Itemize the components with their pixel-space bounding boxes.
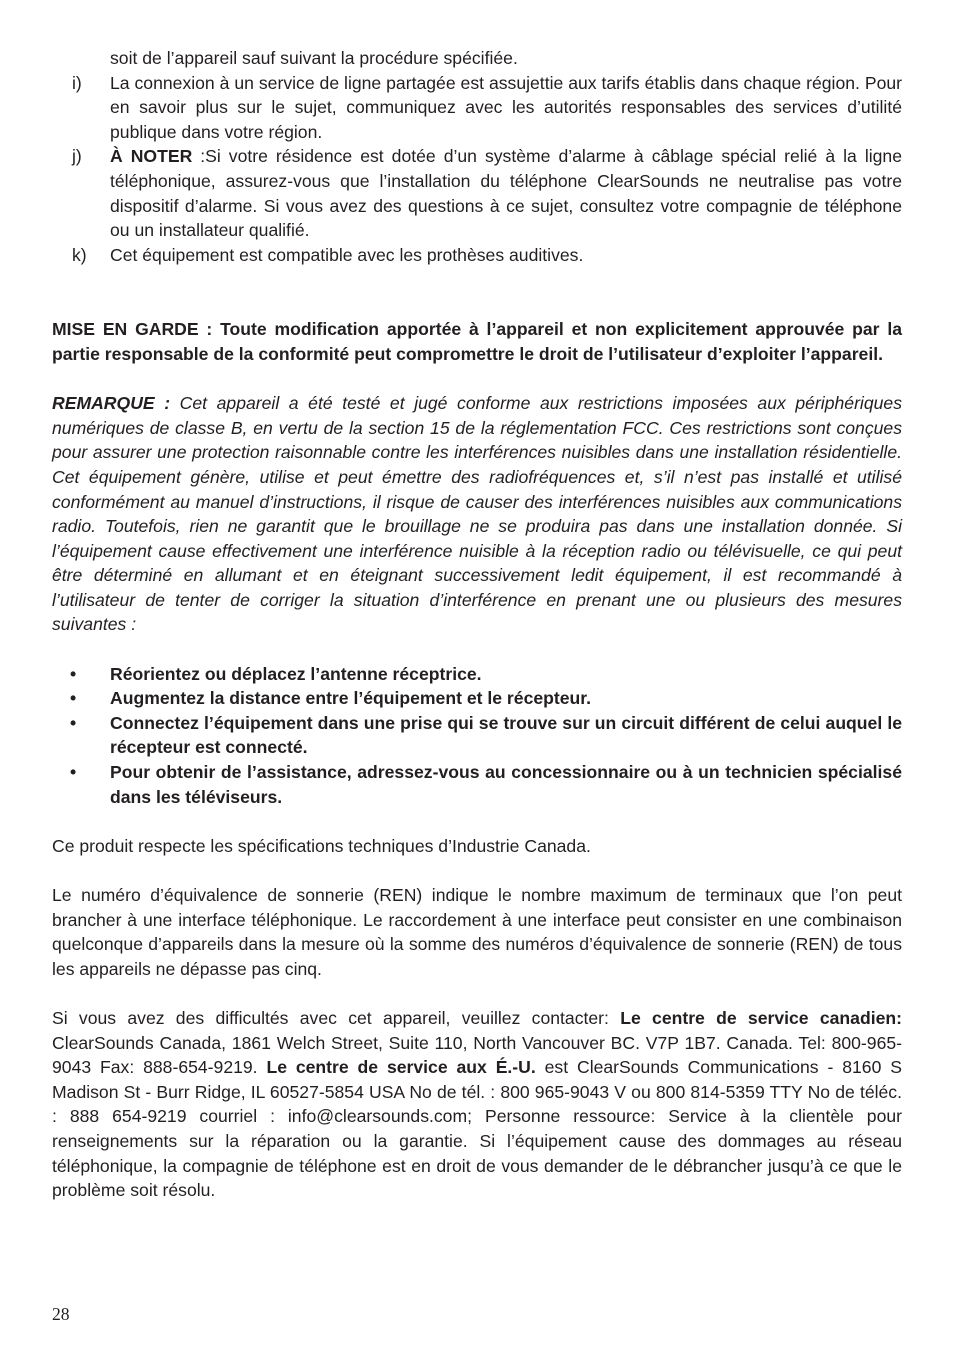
ren-paragraph: Le numéro d’équivalence de sonnerie (REN) indique le nombre maximum de terminaux que l’on peut brancher à une interface téléphonique. Le raccordement à une interface peut consister en une combinaison quelconque d’appareils dans la mesure où la somme des numéros d’équivalence de sonnerie (REN) de tous les appareils ne dépasse pas cinq. [52,885,902,979]
bullet-item: • Réorientez ou déplacez l’antenne réceptrice. [52,662,902,687]
canada-service-label: Le centre de service canadien: [620,1007,902,1028]
list-marker: k) [72,244,87,265]
us-service-label: Le centre de service aux É.-U. [266,1057,536,1078]
remark-paragraph: REMARQUE : Cet appareil a été testé et jugé conforme aux restrictions imposées aux périphériques numériques de classe B, en vertu de la section 15 de la réglementation FCC. Ces restrictions sont conçues pour assurer une protection raisonnable contre les interférences nuisibles dans une installation résidentielle. Cet équipement génère, utilise et peut émettre des radiofréquences et, s’il n’est pas installé et utilisé conformément au manuel d’instructions, il risque de causer des interférences nuisibles aux communications radio. Toutefois, rien ne garantit que le brouillage ne se produira pas dans une installation donnée. Si l’équipement cause effectivement une interférence nuisible à la réception radio ou télévisuelle, ce qui peut être déterminé en allumant et en éteignant successivement ledit équipement, il est recommandé à l’utilisateur de tenter de corriger la situation d’interférence en prenant une ou plusieurs des mesures suivantes : [52,393,902,635]
document-page [52,46,902,1203]
bullet-item: • Pour obtenir de l’assistance, adressez-vous au concessionnaire ou à un technicien spécialisé dans les téléviseurs. [52,760,902,809]
list-item-j [52,144,902,242]
bullet-icon: • [70,762,77,783]
bullet-list [52,662,902,810]
bullet-item: • Augmentez la distance entre l’équipement et le récepteur. [52,686,902,711]
industry-canada-paragraph: Ce produit respecte les spécifications techniques d’Industrie Canada. [52,835,591,856]
caution-paragraph: MISE EN GARDE : Toute modification apportée à l’appareil et non explicitement approuvée par la partie responsable de la conformité peut compromettre le droit de l’utilisateur d’exploiter l’appareil. [52,319,902,364]
list-marker: j) [72,146,82,167]
list-marker: i) [72,72,82,93]
bullet-item: • Connectez l’équipement dans une prise qui se trouve sur un circuit différent de celui auquel le récepteur est connecté. [52,711,902,760]
bullet-icon: • [70,712,77,733]
list-continuation: soit de l’appareil sauf suivant la procédure spécifiée. [110,48,518,68]
remark-lead: REMARQUE : [52,393,171,414]
list-item-k [52,243,902,268]
list-item-i [52,71,902,145]
bullet-icon: • [70,688,77,709]
page-number: 28 [52,1304,70,1324]
bullet-icon: • [70,663,77,684]
list-item-text: Cet équipement est compatible avec les prothèses auditives. [110,244,584,265]
contact-paragraph: Si vous avez des difficultés avec cet appareil, veuillez contacter: Le centre de service canadien: ClearSounds Canada, 1861 Welch Street, Suite 110, North Vancouver BC. V7P 1B7. Canada. Tel: 800-965-9043 Fax: 888-654-9219. Le centre de service aux É.-U. est ClearSounds Communications - 8160 S Madison St - Burr Ridge, IL 60527-5854 USA No de tél. : 800 965-9043 V ou 800 814-5359 TTY No de téléc. : 888 654-9219 courriel : info@clearsounds.com; Personne ressource: Service à la clientèle pour renseignements sur la réparation ou la garantie. Si l’équipement cause des dommages au réseau téléphonique, la compagnie de téléphone est en droit de vous demander de le débrancher jusqu’à ce que le problème soit résolu. [52,1007,902,1201]
list-item-text: La connexion à un service de ligne partagée est assujettie aux tarifs établis dans chaque région. Pour en savoir plus sur le sujet, communiquez avec les autorités responsables des services d’utilité publique dans votre région. [110,72,902,142]
list-item-text: À NOTER :Si votre résidence est dotée d’un système d’alarme à câblage spécial relié à la ligne téléphonique, assurez-vous que l’installation du téléphone ClearSounds ne neutralise pas votre dispositif d’alarme. Si vous avez des questions à ce sujet, consultez votre compagnie de téléphone ou un installateur qualifié. [110,146,902,241]
